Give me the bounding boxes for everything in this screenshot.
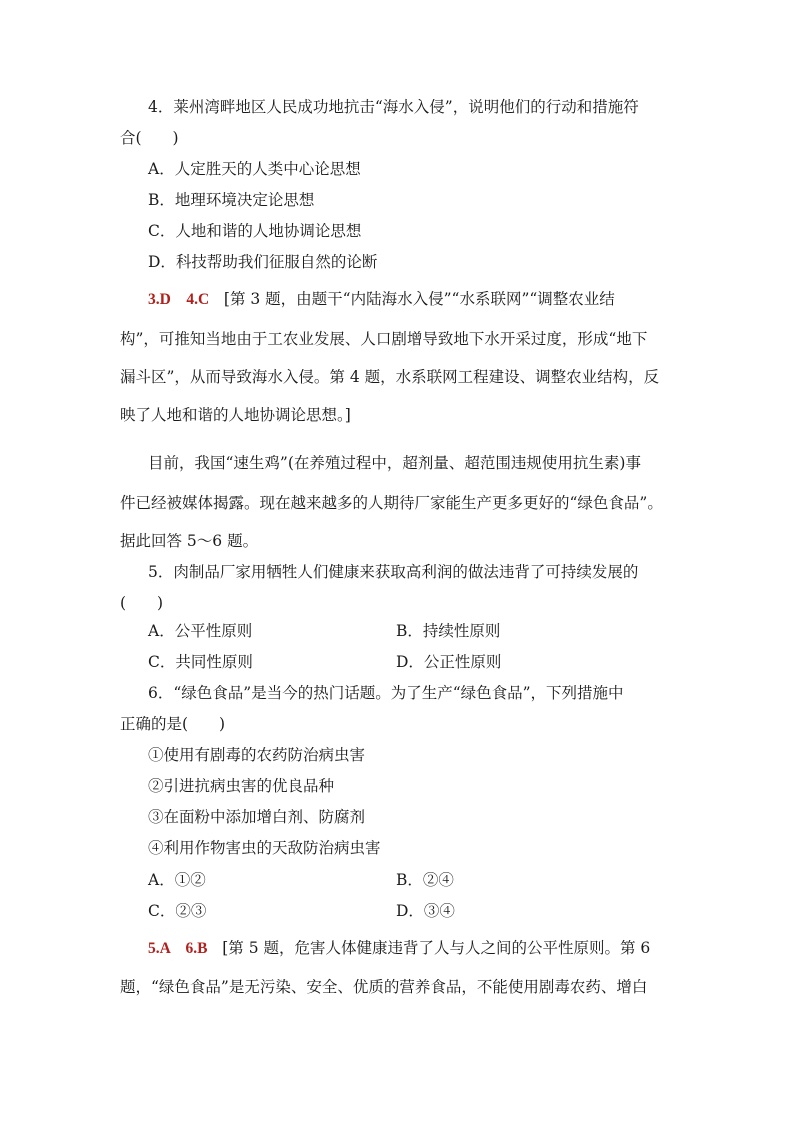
question-5-option-d: D．公正性原则 xyxy=(396,653,502,671)
question-4-stem-cont: 合( ) xyxy=(120,129,179,147)
answer-explanation-5-6 xyxy=(148,937,704,960)
question-6-option-a: A．①② xyxy=(148,871,206,889)
question-6-item-2: ②引进抗病虫害的优良品种 xyxy=(148,777,335,795)
explanation-line: 题，“绿色食品”是无污染、安全、优质的营养食品，不能使用剧毒农药、增白 xyxy=(120,978,648,996)
answer-key: 5.A 6.B xyxy=(148,940,208,957)
passage-line: 据此回答 5～6 题。 xyxy=(120,532,259,550)
question-5-option-c: C．共同性原则 xyxy=(148,653,253,671)
question-6-stem-cont: 正确的是( ) xyxy=(120,715,226,733)
explanation-line: 漏斗区”，从而导致海水入侵。第 4 题，水系联网工程建设、调整农业结构，反 xyxy=(120,368,660,386)
question-4-option-b: B．地理环境决定论思想 xyxy=(148,191,315,209)
answer-explanation-3-4 xyxy=(148,288,704,311)
question-4-option-c: C．人地和谐的人地协调论思想 xyxy=(148,222,362,240)
passage-line: 目前，我国“速生鸡”(在养殖过程中，超剂量、超范围违规使用抗生素)事 xyxy=(148,454,641,472)
question-6-stem: 6．“绿色食品”是当今的热门话题。为了生产“绿色食品”，下列措施中 xyxy=(148,684,624,702)
explanation-line: 构”，可推知当地由于工农业发展、人口剧增导致地下水开采过度，形成“地下 xyxy=(120,330,648,348)
question-6-option-c: C．②③ xyxy=(148,902,207,920)
question-5-option-b: B．持续性原则 xyxy=(396,622,501,640)
question-6-item-1: ①使用有剧毒的农药防治病虫害 xyxy=(148,746,366,764)
explanation-line: 映了人地和谐的人地协调论思想。] xyxy=(120,406,351,424)
question-4-option-a: A．人定胜天的人类中心论思想 xyxy=(148,160,361,178)
question-4-stem: 4．莱州湾畔地区人民成功地抗击“海水入侵”，说明他们的行动和措施符 xyxy=(148,98,639,116)
passage-line: 件已经被媒体揭露。现在越来越多的人期待厂家能生产更多更好的“绿色食品”。 xyxy=(120,494,663,512)
question-6-option-d: D．③④ xyxy=(396,902,455,920)
explanation-text: [第 3 题，由题干“内陆海水入侵”“水系联网”“调整农业结 xyxy=(223,290,615,308)
question-4-option-d: D．科技帮助我们征服自然的论断 xyxy=(148,253,378,271)
question-6-option-b: B．②④ xyxy=(396,871,454,889)
explanation-text: [第 5 题，危害人体健康违背了人与人之间的公平性原则。第 6 xyxy=(222,939,651,957)
question-5-stem: 5．肉制品厂家用牺牲人们健康来获取高利润的做法违背了可持续发展的 xyxy=(148,563,639,581)
answer-key: 3.D 4.C xyxy=(148,291,210,308)
question-6-item-4: ④利用作物害虫的天敌防治病虫害 xyxy=(148,839,381,857)
question-5-stem-cont: ( ) xyxy=(120,594,164,612)
question-5-option-a: A．公平性原则 xyxy=(148,622,253,640)
question-6-item-3: ③在面粉中添加增白剂、防腐剂 xyxy=(148,808,366,826)
